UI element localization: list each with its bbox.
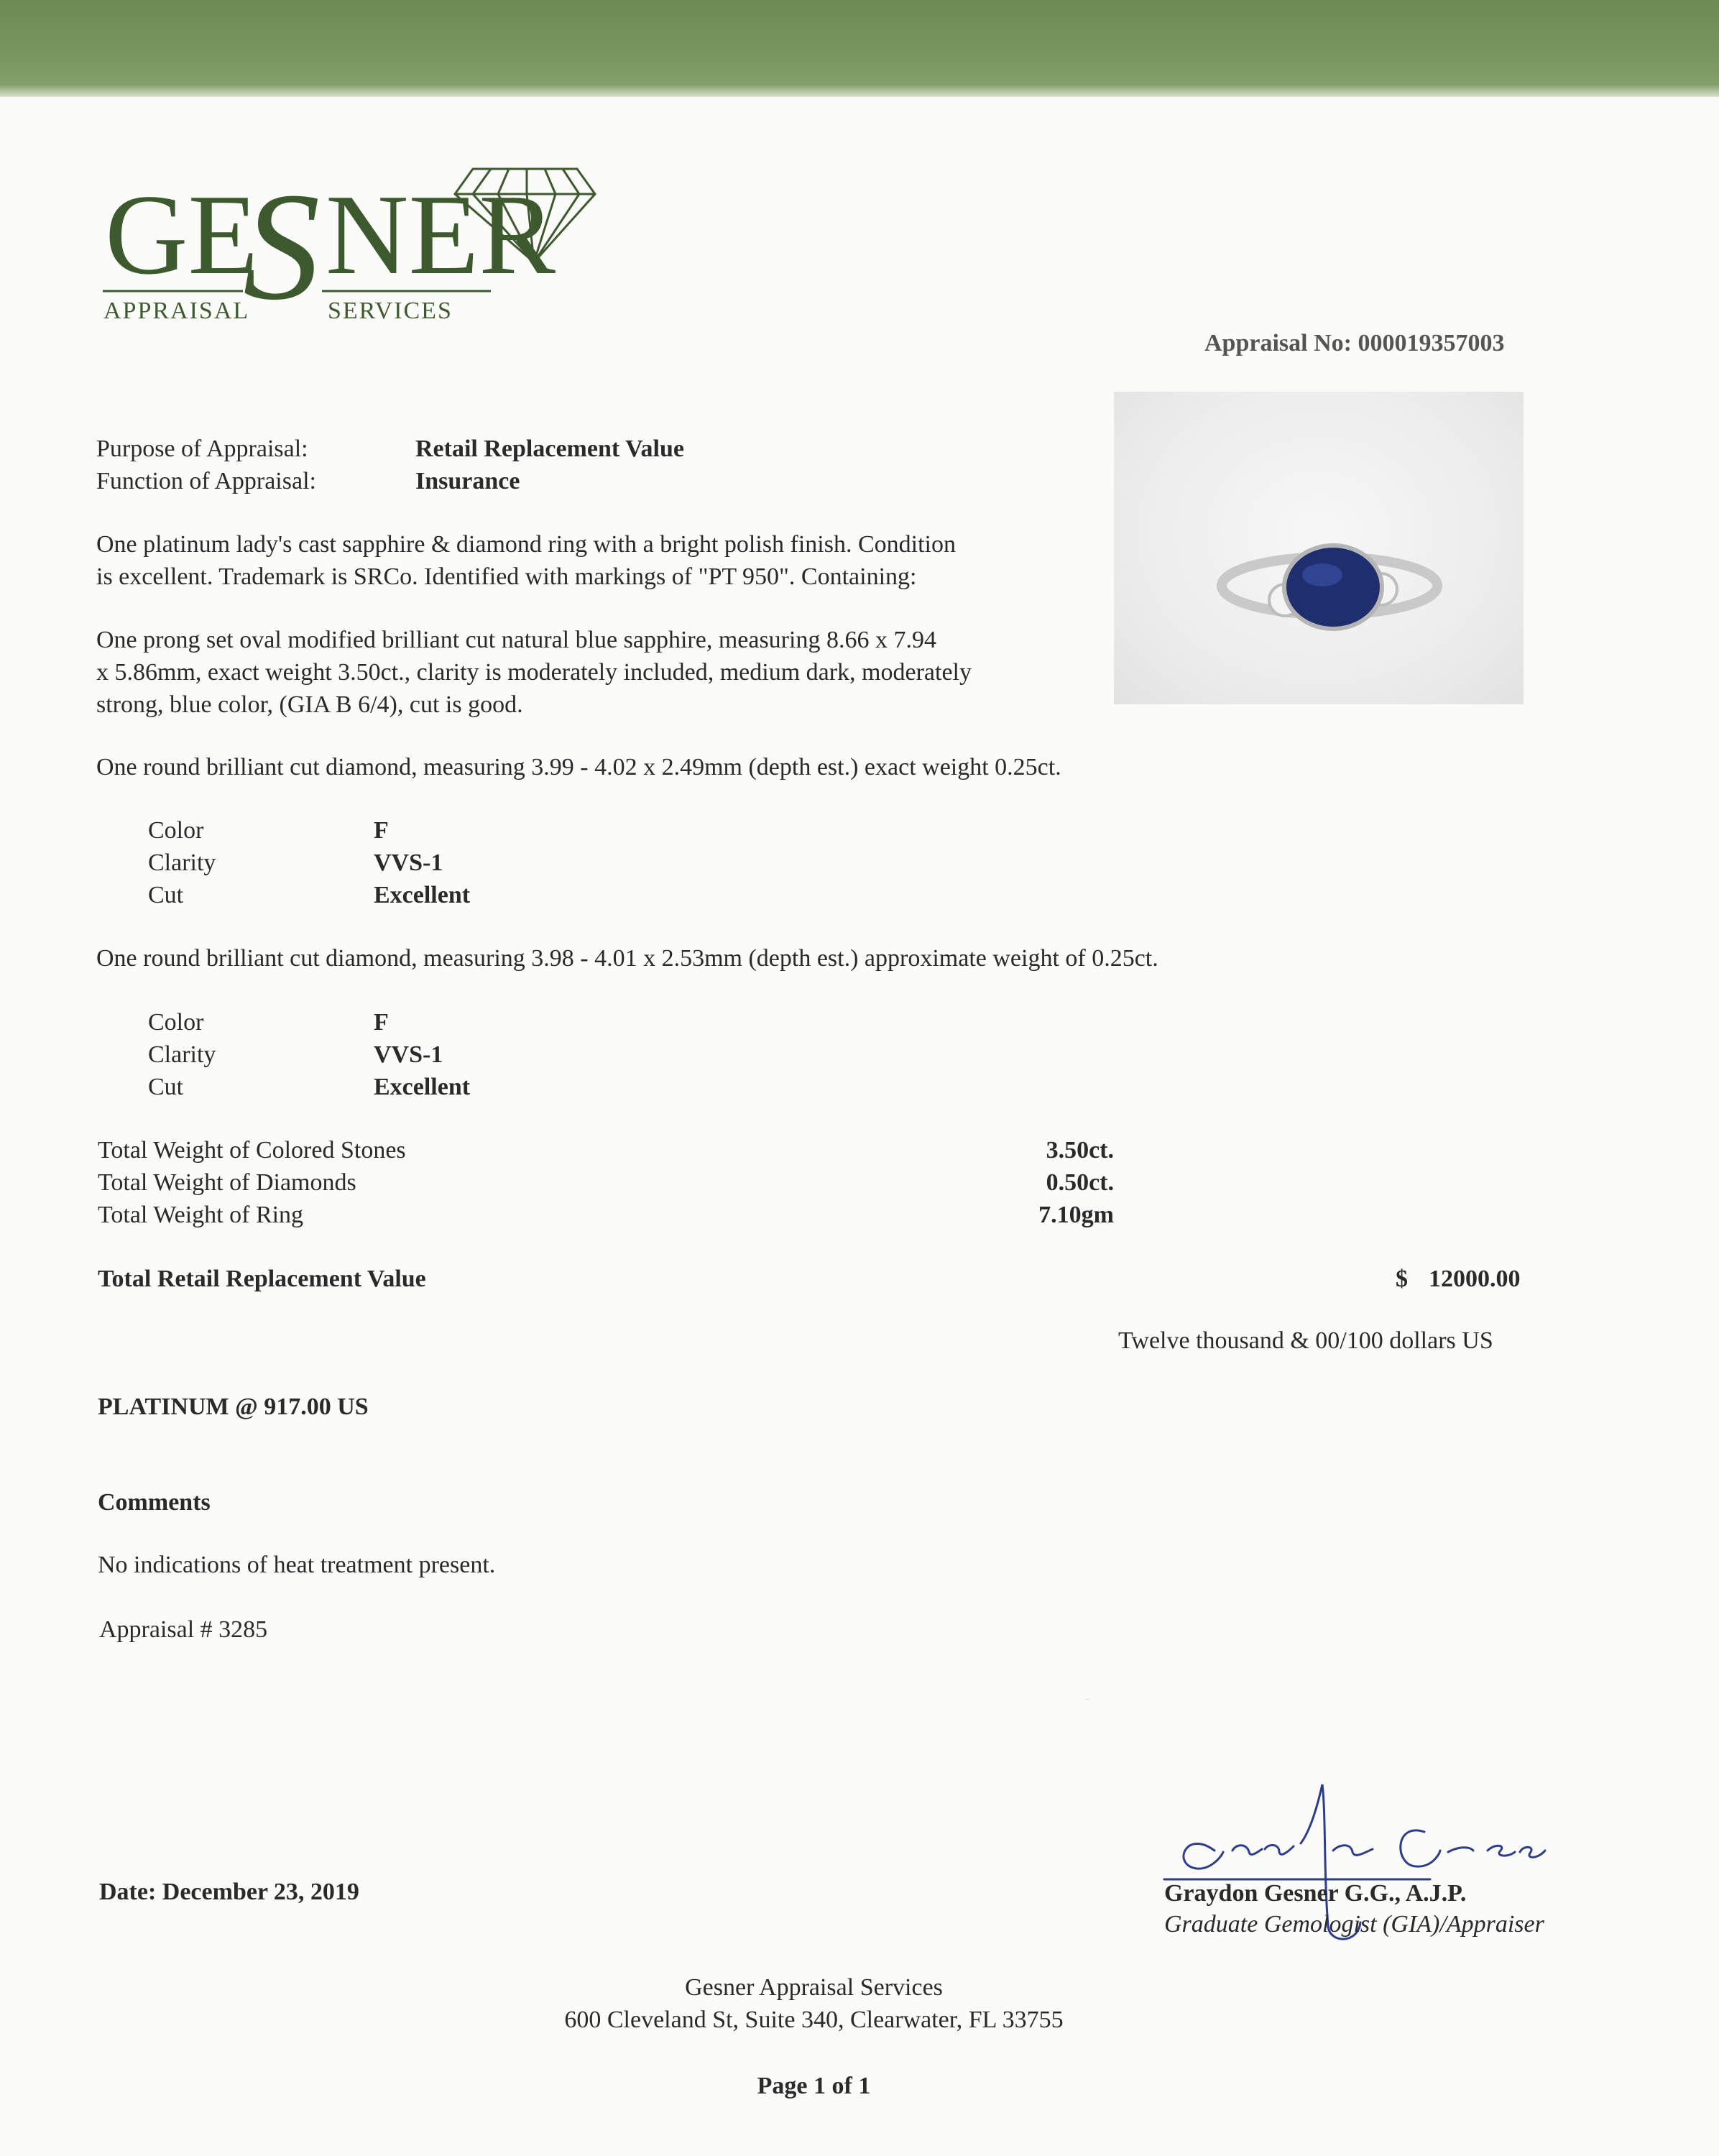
ring-illustration: [1114, 392, 1524, 704]
appraisal-date: Date: December 23, 2019: [99, 1879, 359, 1905]
retail-amount-words: Twelve thousand & 00/100 dollars US: [1118, 1327, 1493, 1354]
diamond-2-cut-label: Cut: [148, 1074, 184, 1100]
total-colored-stones-value: 3.50ct.: [1046, 1137, 1114, 1164]
retail-amount: 12000.00: [1429, 1266, 1521, 1292]
diamond-1-color-label: Color: [148, 817, 204, 844]
sapphire-line-2: x 5.86mm, exact weight 3.50ct., clarity is moderately included, medium dark, moderately: [96, 659, 972, 686]
diamond-2-description: One round brilliant cut diamond, measuring 3.98 - 4.01 x 2.53mm (depth est.) approximate weight of 0.25ct.: [96, 945, 1158, 972]
function-value: Insurance: [415, 468, 520, 494]
signer-title: Graduate Gemologist (GIA)/Appraiser: [1164, 1911, 1544, 1938]
diamond-2-color-label: Color: [148, 1009, 204, 1036]
logo-ner: NER: [326, 170, 556, 298]
page-number: Page 1 of 1: [757, 2073, 871, 2099]
total-ring-value: 7.10gm: [1038, 1202, 1114, 1228]
diamond-1-cut-label: Cut: [148, 882, 184, 908]
purpose-value: Retail Replacement Value: [415, 436, 684, 462]
diamond-2-color-value: F: [374, 1009, 389, 1036]
logo-s: S: [243, 160, 321, 332]
logo-ge: GE: [105, 170, 259, 298]
footer-address: 600 Cleveland St, Suite 340, Clearwater, FL 33755: [564, 2007, 1064, 2033]
gesner-logo: [99, 155, 595, 331]
appraisal-number: Appraisal No: 000019357003: [1204, 330, 1505, 356]
purpose-label: Purpose of Appraisal:: [96, 436, 308, 462]
platinum-price: PLATINUM @ 917.00 US: [98, 1393, 369, 1420]
description-line-1: One platinum lady's cast sapphire & diamond ring with a bright polish finish. Condition: [96, 531, 956, 558]
retail-currency: $: [1396, 1266, 1408, 1292]
diamond-1-clarity-value: VVS-1: [374, 849, 443, 876]
appraisal-reference: Appraisal # 3285: [99, 1616, 268, 1643]
logo-services: SERVICES: [328, 298, 453, 324]
logo-appraisal: APPRAISAL: [103, 298, 250, 324]
comments-text: No indications of heat treatment present.: [98, 1552, 496, 1578]
comments-heading: Comments: [98, 1489, 211, 1516]
retail-value-label: Total Retail Replacement Value: [98, 1266, 426, 1292]
function-label: Function of Appraisal:: [96, 468, 316, 494]
scan-band-edge: [0, 85, 1719, 102]
total-colored-stones-label: Total Weight of Colored Stones: [98, 1137, 406, 1164]
total-ring-label: Total Weight of Ring: [98, 1202, 304, 1228]
diamond-2-clarity-value: VVS-1: [374, 1041, 443, 1068]
ring-photo: [1114, 392, 1524, 704]
scan-top-band: [0, 0, 1719, 97]
diamond-2-clarity-label: Clarity: [148, 1041, 216, 1068]
total-diamonds-value: 0.50ct.: [1046, 1169, 1114, 1196]
diamond-1-cut-value: Excellent: [374, 882, 471, 908]
signer-name: Graydon Gesner G.G., A.J.P.: [1164, 1880, 1467, 1907]
diamond-1-clarity-label: Clarity: [148, 849, 216, 876]
description-line-2: is excellent. Trademark is SRCo. Identified with markings of "PT 950". Containing:: [96, 563, 917, 590]
diamond-2-cut-value: Excellent: [374, 1074, 471, 1100]
footer-company: Gesner Appraisal Services: [685, 1974, 943, 2001]
sapphire-line-3: strong, blue color, (GIA B 6/4), cut is good.: [96, 691, 523, 718]
diamond-1-color-value: F: [374, 817, 389, 844]
diamond-1-description: One round brilliant cut diamond, measuring 3.99 - 4.02 x 2.49mm (depth est.) exact weight 0.25ct.: [96, 754, 1061, 780]
total-diamonds-label: Total Weight of Diamonds: [98, 1169, 356, 1196]
sapphire-line-1: One prong set oval modified brilliant cut natural blue sapphire, measuring 8.66 x 7.94: [96, 627, 936, 653]
